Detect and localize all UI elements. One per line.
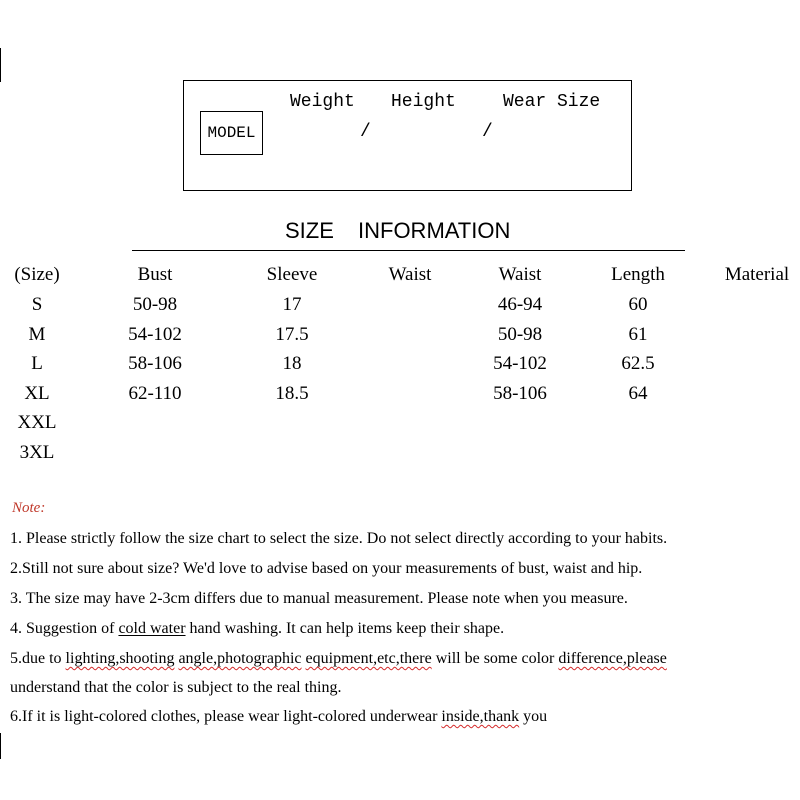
note-4-part-a: 4. Suggestion of [10, 620, 119, 637]
table-cell: 50-98 [497, 323, 543, 345]
table-cell: 64 [628, 382, 648, 404]
table-cell: 46-94 [497, 294, 543, 315]
title-size: SIZE [285, 218, 334, 243]
note-4 [10, 620, 504, 638]
note-5-part-g: will be some color [431, 650, 559, 667]
note-6-part-a: 6.If it is light-colored clothes, please wear light-colored underwear [10, 708, 442, 725]
table-header-cell: Waist [498, 264, 542, 285]
table-cell: 62.5 [621, 353, 655, 374]
size-label-cell: XL [24, 382, 50, 404]
note-4-underlined: cold water [118, 620, 186, 637]
header-height: Height [391, 92, 456, 112]
table-header-cell: Bust [137, 264, 173, 285]
table-cell: 50-98 [132, 294, 178, 315]
note-5-part-a: 5.due to [10, 650, 66, 667]
left-edge-mark-bottom [0, 733, 1, 759]
table-cell: 18 [282, 353, 302, 374]
note-5 [10, 650, 667, 668]
table-header-cell: Waist [388, 264, 432, 285]
size-label-cell: XXL [17, 412, 57, 433]
note-5-word-equipment: equipment,etc,there [305, 650, 432, 667]
value-wear-size: / [482, 122, 493, 142]
table-cell: 60 [628, 294, 648, 315]
size-label-cell: 3XL [19, 441, 55, 463]
note-6 [10, 708, 547, 726]
title-underline [132, 250, 685, 251]
table-cell: 17 [282, 294, 302, 315]
table-header-cell: Material [724, 264, 790, 285]
header-wear-size: Wear Size [503, 92, 601, 112]
size-label-cell: S [31, 294, 43, 315]
left-edge-mark-top [0, 48, 1, 82]
note-5-line-2: understand that the color is subject to the real thing. [10, 679, 342, 696]
note-5-word-difference: difference,please [558, 650, 667, 667]
table-header-cell: Sleeve [266, 264, 318, 285]
note-5-word-lighting: lighting,shooting [65, 650, 175, 667]
note-1: 1. Please strictly follow the size chart to select the size. Do not select directly according to your habits. [10, 530, 668, 547]
note-3: 3. The size may have 2-3cm differs due to manual measurement. Please note when you measure. [10, 590, 628, 607]
size-label-cell: L [31, 353, 43, 374]
header-weight: Weight [290, 92, 355, 112]
table-header-cell: (Size) [14, 264, 60, 285]
title-information: INFORMATION [358, 218, 511, 243]
note-4-part-c: hand washing. It can help items keep their shape. [185, 620, 505, 637]
note-5-word-angle: angle,photographic [178, 650, 302, 667]
table-cell: 58-106 [493, 382, 547, 404]
table-cell: 18.5 [275, 382, 309, 404]
note-2: 2.Still not sure about size? We'd love to advise based on your measurements of bust, waist and hip. [10, 560, 643, 577]
table-cell: 54-102 [493, 353, 547, 374]
model-label: MODEL [200, 111, 263, 155]
note-6-word-inside: inside,thank [441, 708, 520, 725]
table-cell: 62-110 [128, 382, 182, 404]
value-height: / [360, 122, 371, 142]
table-cell: 17.5 [275, 323, 309, 345]
table-header-cell: Length [611, 264, 665, 285]
table-cell: 54-102 [128, 323, 182, 345]
table-cell: 58-106 [128, 353, 182, 374]
table-cell: 61 [628, 323, 648, 345]
size-label-cell: M [28, 323, 46, 345]
note-heading: Note: [12, 500, 46, 516]
note-6-part-c: you [519, 708, 548, 725]
